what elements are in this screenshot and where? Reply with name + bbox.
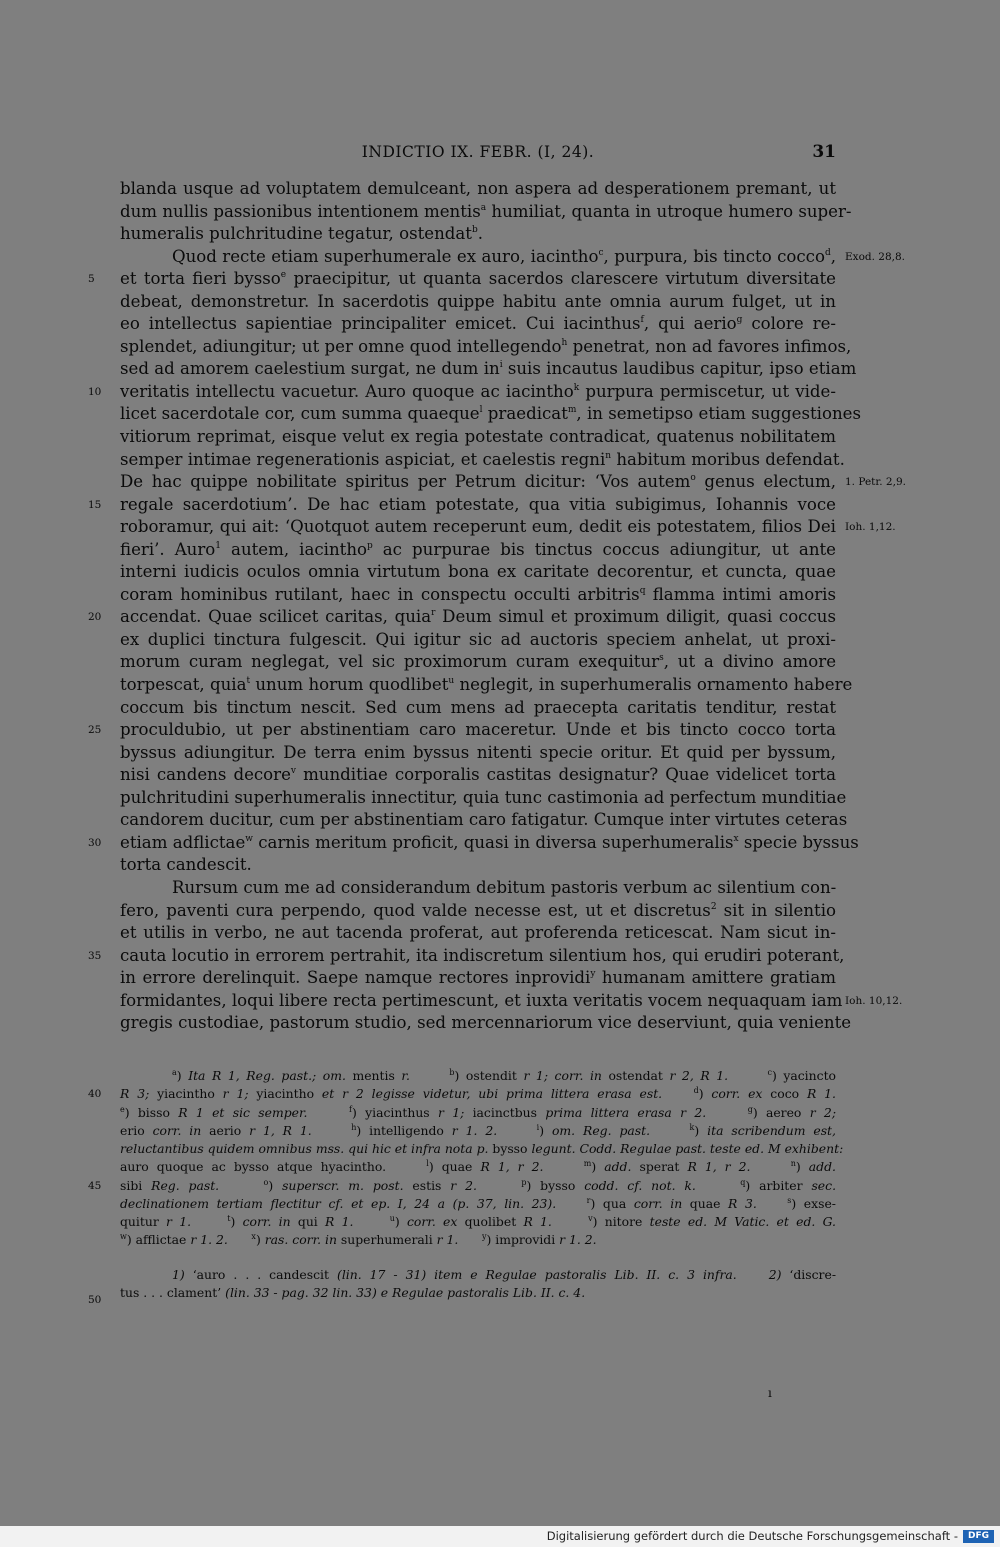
text-line: fero, paventi cura perpendo, quod valde necesse est, ut et discretus$^2$ sit in silentio [120,900,836,920]
page-header [120,143,836,165]
apparatus-line: auro quoque ac bysso atque hyacintho. $^l$) quae R 1, r 2. $^m$) add. sperat R 1, r 2. $^n$) add. [120,1159,836,1175]
apparatus-line: $^w$) afflictae r 1. 2. $^x$) ras. corr. in superhumerali r 1. $^y$) improvidi r 1. 2. [120,1232,597,1248]
funding-notice: Digitalisierung gefördert durch die Deutsche Forschungsgemeinschaft - [546,1529,958,1543]
text-line: et utilis in verbo, ne aut tacenda proferat, aut proferenda reticescat. Nam sicut in- [120,923,836,943]
text-line: et torta fieri bysso$^e$ praecipitur, ut quanta sacerdos clarescere virtutum diversitate [120,269,836,289]
running-head: INDICTIO IX. FEBR. (I, 24). [361,143,595,161]
text-line: cauta locutio in errorem pertrahit, ita indiscretum silentium hos, qui erudiri poterant, [120,945,845,965]
text-line: splendet, adiungitur; ut per omne quod intellegendo$^h$ penetrat, non ad favores infimos, [120,336,852,356]
scan-speck: ı [768,1386,772,1400]
text-line: regale sacerdotium’. De hac etiam potestate, qua vitia subigimus, Iohannis voce [120,494,836,514]
text-line: morum curam neglegat, vel sic proximorum curam exequitur$^s$, ut a divino amore [120,652,837,672]
text-line: coccum bis tinctum nescit. Sed cum mens ad praecepta caritatis tenditur, restat [120,697,836,717]
apparatus-line-number: 50 [88,1294,102,1306]
apparatus-line-number: 40 [88,1088,102,1100]
text-line: dum nullis passionibus intentionem mentis$^a$ humiliat, quanta in utroque humero super- [120,201,852,221]
digitization-footer [0,1526,1000,1547]
text-line: byssus adiungitur. De terra enim byssus nitenti specie oritur. Et quid per byssum, [120,742,836,762]
text-line: fieri’. Auro$^1$ autem, iacintho$^p$ ac purpurae bis tinctus coccus adiungitur, ut ante [120,539,836,559]
text-line: ex duplici tinctura fulgescit. Qui igitur sic ad auctoris speciem anhelat, ut proxi- [120,629,836,649]
apparatus-line: R 3; yiacintho r 1; yiacintho et r 2 legisse videtur, ubi prima littera erasa est. $^d$) corr. ex coco R 1. [120,1086,836,1102]
text-line: licet sacerdotale cor, cum summa quaeque$^l$ praedicat$^m$, in semetipso etiam suggestiones [120,404,861,424]
apparatus-line: erio corr. in aerio r 1, R 1. $^h$) intelligendo r 1. 2. $^i$) om. Reg. past. $^k$) ita scribendum est, [120,1122,836,1138]
text-line: gregis custodiae, pastorum studio, sed mercennariorum vice deserviunt, quia veniente [120,1013,852,1033]
line-number: 30 [88,836,102,849]
text-line: eo intellectus sapientiae principaliter emicet. Cui iacinthus$^f$, qui aerio$^g$ colore re- [120,314,836,334]
text-line: candorem ducitur, cum per abstinentiam caro fatigatur. Cumque inter virtutes ceteras [120,810,848,830]
text-line: veritatis intellectu vacuetur. Auro quoque ac iacintho$^k$ purpura permiscetur, ut vide- [120,381,836,401]
line-number: 20 [88,611,102,624]
apparatus-line: quitur r 1. $^t$) corr. in qui R 1. $^u$) corr. ex quolibet R 1. $^v$) nitore teste ed. M Vatic. et ed. G. [120,1214,836,1229]
apparatus-line: $^e$) bisso R 1 et sic semper. $^f$) yiacinthus r 1; iacinctbus prima littera erasa r 2. $^g$) aereo r 2; [120,1104,836,1120]
margin-reference: Exod. 28,8. [845,250,906,263]
margin-reference: Ioh. 1,12. [845,521,896,534]
line-number: 10 [88,385,102,398]
text-line: in errore derelinquit. Saepe namque rectores inprovidi$^y$ humanam amittere gratiam [120,968,836,988]
line-number: 5 [88,273,95,286]
apparatus-line: sibi Reg. past. $^o$) superscr. m. post. estis r 2. $^p$) bysso codd. cf. not. k. $^q$) arbiter sec. [120,1177,837,1193]
apparatus-line: reluctantibus quidem omnibus mss. qui hic et infra nota p. bysso legunt. Codd. Regulae past. teste ed. M exhibent: [120,1141,844,1156]
text-line: semper intimae regenerationis aspiciat, et caelestis regni$^n$ habitum moribus defendat. [120,449,845,469]
margin-reference: 1. Petr. 2,9. [845,476,906,489]
text-line: pulchritudini superhumeralis innectitur, quia tunc castimonia ad perfectum munditiae [120,787,847,807]
text-line: nisi candens decore$^v$ munditiae corporalis castitas designatur? Quae videlicet torta [120,765,836,785]
text-line: torpescat, quia$^t$ unum horum quodlibet$^u$ neglegit, in superhumeralis ornamento habere [120,675,853,695]
dfg-logo: DFG [963,1530,994,1543]
text-line: etiam adflictae$^w$ carnis meritum proficit, quasi in diversa superhumeralis$^x$ specie byssus [120,832,859,852]
apparatus-line: $^a$) Ita R 1, Reg. past.; om. mentis r. $^b$) ostendit r 1; corr. in ostendat r 2, R 1. $^c$) yacincto [172,1068,837,1083]
apparatus-line: 1) ‘auro . . . candescit (lin. 17 - 31) item e Regulae pastoralis Lib. II. c. 3 infra. 2) ‘discre- [172,1266,837,1282]
text-line: torta candescit. [120,855,252,875]
line-number: 15 [88,498,102,511]
text-line: Quod recte etiam superhumerale ex auro, iacintho$^c$, purpura, bis tincto cocco$^d$, [172,246,836,266]
text-line: Rursum cum me ad considerandum debitum pastoris verbum ac silentium con- [172,877,837,897]
text-line: interni iudicis oculos omnia virtutum bona ex caritate decorentur, et cuncta, quae [120,562,836,582]
apparatus-line: declinationem tertiam flectitur cf. et ep. I, 24 a (p. 37, lin. 23). $^r$) qua corr. in quae R 3. $^s$) exse- [120,1195,836,1211]
text-line: debeat, demonstretur. In sacerdotis quippe habitu ante omnia aurum fulget, ut in [120,291,836,311]
text-line: coram hominibus rutilant, haec in conspectu occulti arbitris$^q$ flamma intimi amoris [120,584,836,604]
text-line: roboramur, qui ait: ‘Quotquot autem receperunt eum, dedit eis potestatem, filios Dei [120,517,836,537]
line-number: 25 [88,724,102,737]
line-number: 35 [88,949,102,962]
text-line: proculdubio, ut per abstinentiam caro maceretur. Unde et bis tincto cocco torta [120,720,836,740]
apparatus-line-number: 45 [88,1180,102,1192]
margin-reference: Ioh. 10,12. [845,994,903,1007]
text-line: blanda usque ad voluptatem demulceant, non aspera ad desperationem premant, ut [120,179,836,198]
text-line: accendat. Quae scilicet caritas, quia$^r$ Deum simul et proximum diligit, quasi coccus [120,607,836,627]
apparatus-line: tus . . . clament’ (lin. 33 - pag. 32 lin. 33) e Regulae pastoralis Lib. II. c. 4. [120,1284,586,1300]
critical-apparatus [120,1067,844,1302]
main-text [120,178,861,1035]
text-line: formidantes, loqui libere recta pertimescunt, et iuxta veritatis vocem nequaquam iam [120,990,843,1010]
text-line: humeralis pulchritudine tegatur, ostendat$^b$. [120,224,483,244]
text-line: sed ad amorem caelestium surgat, ne dum $in^i$ suis incautus laudibus capitur, ipso etiam [120,359,857,379]
text-line: De hac quippe nobilitate spiritus per Petrum dicitur: ‘Vos autem$^o$ genus electum, [120,472,836,492]
page-number: 31 [812,142,836,162]
text-line: vitiorum reprimat, eisque velut ex regia potestate contradicat, quatenus nobilitatem [120,427,836,447]
